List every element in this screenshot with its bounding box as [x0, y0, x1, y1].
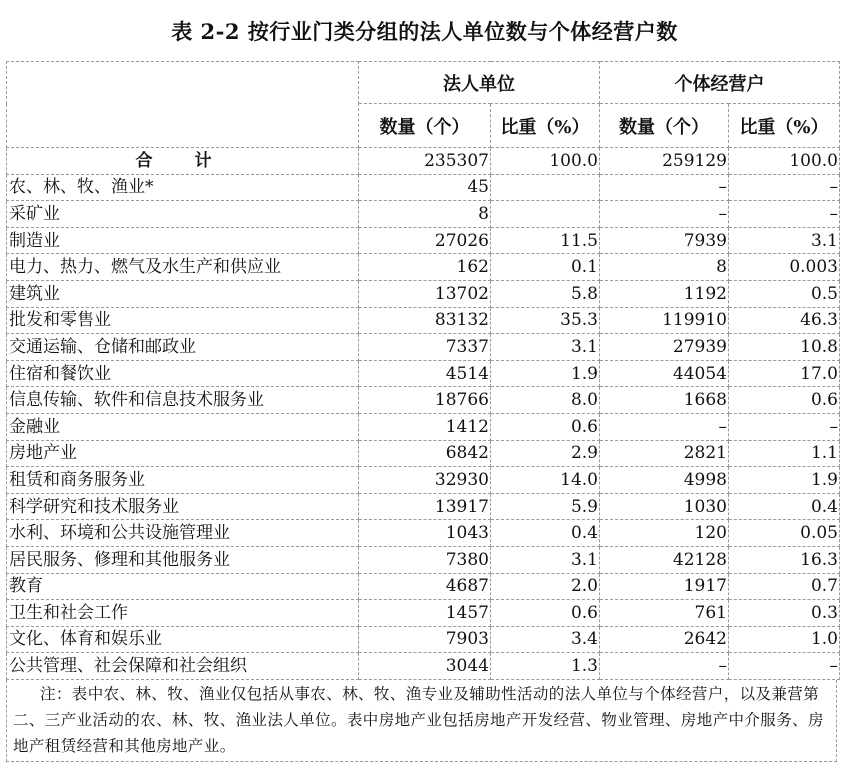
individual-count-cell: 2821 — [600, 440, 729, 467]
legal-count-cell: 83132 — [359, 307, 491, 334]
table-row — [7, 573, 840, 600]
individual-ratio-cell: 0.05 — [729, 520, 840, 547]
individual-count-cell: 2642 — [600, 626, 729, 653]
total-row — [7, 148, 840, 175]
individual-ratio-cell: 0.6 — [729, 387, 840, 414]
header-individual-households: 个体经营户 — [600, 62, 840, 104]
table-title: 表 2-2 按行业门类分组的法人单位数与个体经营户数 — [171, 19, 678, 44]
table-row — [7, 201, 840, 228]
header-row-groups — [7, 62, 840, 104]
legal-count-cell: 162 — [359, 254, 491, 281]
legal-count-cell: 7903 — [359, 626, 491, 653]
legal-ratio-cell: 0.6 — [491, 600, 600, 627]
industry-name-cell: 建筑业 — [7, 280, 359, 307]
individual-ratio-cell: 46.3 — [729, 307, 840, 334]
industry-name-cell: 交通运输、仓储和邮政业 — [7, 334, 359, 361]
individual-ratio-cell: 1.1 — [729, 440, 840, 467]
individual-ratio-cell: – — [729, 413, 840, 440]
industry-name-cell: 教育 — [7, 573, 359, 600]
legal-ratio-cell: 3.1 — [491, 334, 600, 361]
legal-ratio-cell: 35.3 — [491, 307, 600, 334]
individual-ratio-cell: 1.9 — [729, 467, 840, 494]
legal-ratio-cell: 1.9 — [491, 360, 600, 387]
individual-count-cell: 761 — [600, 600, 729, 627]
individual-count-cell: 259129 — [600, 148, 729, 175]
header-individual-count: 数量（个） — [600, 104, 729, 148]
individual-ratio-cell: 0.4 — [729, 493, 840, 520]
legal-ratio-cell: 0.1 — [491, 254, 600, 281]
industry-name-cell: 批发和零售业 — [7, 307, 359, 334]
table-row — [7, 227, 840, 254]
legal-count-cell: 7337 — [359, 334, 491, 361]
industry-name-cell: 科学研究和技术服务业 — [7, 493, 359, 520]
legal-ratio-cell: 100.0 — [491, 148, 600, 175]
table-footnote: 注：表中农、林、牧、渔业仅包括从事农、林、牧、渔专业及辅助性活动的法人单位与个体经营户，以及兼营第二、三产业活动的农、林、牧、渔业法人单位。表中房地产业包括房地产开发经营、物业管理、房地产中介服务、房地产租赁经营和其他房地产业。 — [6, 680, 837, 762]
industry-name-cell: 农、林、牧、渔业* — [7, 174, 359, 201]
header-legal-ratio: 比重（%） — [491, 104, 600, 148]
legal-count-cell: 3044 — [359, 653, 491, 680]
legal-count-cell: 6842 — [359, 440, 491, 467]
table-row — [7, 360, 840, 387]
header-legal-count: 数量（个） — [359, 104, 491, 148]
individual-ratio-cell: 1.0 — [729, 626, 840, 653]
legal-count-cell: 45 — [359, 174, 491, 201]
individual-count-cell: 1668 — [600, 387, 729, 414]
industry-name-cell: 房地产业 — [7, 440, 359, 467]
table-row — [7, 334, 840, 361]
statistics-table — [6, 61, 840, 680]
legal-ratio-cell — [491, 174, 600, 201]
legal-ratio-cell: 8.0 — [491, 387, 600, 414]
individual-count-cell: 8 — [600, 254, 729, 281]
table-row — [7, 626, 840, 653]
table-row — [7, 174, 840, 201]
individual-count-cell: 27939 — [600, 334, 729, 361]
individual-ratio-cell: 0.5 — [729, 280, 840, 307]
legal-ratio-cell: 2.9 — [491, 440, 600, 467]
individual-ratio-cell: 17.0 — [729, 360, 840, 387]
individual-ratio-cell: 0.7 — [729, 573, 840, 600]
table-row — [7, 387, 840, 414]
individual-ratio-cell: 10.8 — [729, 334, 840, 361]
legal-count-cell: 1457 — [359, 600, 491, 627]
industry-name-cell: 水利、环境和公共设施管理业 — [7, 520, 359, 547]
individual-count-cell: 120 — [600, 520, 729, 547]
legal-count-cell: 235307 — [359, 148, 491, 175]
industry-name-cell: 租赁和商务服务业 — [7, 467, 359, 494]
legal-ratio-cell — [491, 201, 600, 228]
individual-count-cell: 44054 — [600, 360, 729, 387]
legal-count-cell: 8 — [359, 201, 491, 228]
individual-ratio-cell: 0.003 — [729, 254, 840, 281]
legal-ratio-cell: 3.1 — [491, 546, 600, 573]
legal-ratio-cell: 11.5 — [491, 227, 600, 254]
header-legal-units: 法人单位 — [359, 62, 600, 104]
legal-count-cell: 32930 — [359, 467, 491, 494]
individual-count-cell: 1917 — [600, 573, 729, 600]
individual-count-cell: 7939 — [600, 227, 729, 254]
individual-ratio-cell: 100.0 — [729, 148, 840, 175]
industry-name-cell: 合 计 — [7, 148, 359, 175]
table-row — [7, 413, 840, 440]
individual-ratio-cell: 0.3 — [729, 600, 840, 627]
legal-count-cell: 1043 — [359, 520, 491, 547]
table-row — [7, 280, 840, 307]
individual-count-cell: 1192 — [600, 280, 729, 307]
table-row — [7, 653, 840, 680]
table-row — [7, 546, 840, 573]
industry-name-cell: 卫生和社会工作 — [7, 600, 359, 627]
table-row — [7, 493, 840, 520]
individual-ratio-cell: 16.3 — [729, 546, 840, 573]
legal-ratio-cell: 1.3 — [491, 653, 600, 680]
industry-name-cell: 文化、体育和娱乐业 — [7, 626, 359, 653]
industry-name-cell: 金融业 — [7, 413, 359, 440]
legal-count-cell: 4687 — [359, 573, 491, 600]
individual-ratio-cell: – — [729, 174, 840, 201]
individual-count-cell: 1030 — [600, 493, 729, 520]
industry-name-cell: 电力、热力、燃气及水生产和供应业 — [7, 254, 359, 281]
legal-ratio-cell: 0.6 — [491, 413, 600, 440]
legal-ratio-cell: 0.4 — [491, 520, 600, 547]
header-individual-ratio: 比重（%） — [729, 104, 840, 148]
industry-name-cell: 制造业 — [7, 227, 359, 254]
individual-ratio-cell: 3.1 — [729, 227, 840, 254]
header-blank-cell — [7, 62, 359, 148]
table-row — [7, 520, 840, 547]
legal-count-cell: 4514 — [359, 360, 491, 387]
industry-name-cell: 居民服务、修理和其他服务业 — [7, 546, 359, 573]
table-row — [7, 467, 840, 494]
legal-count-cell: 18766 — [359, 387, 491, 414]
table-row — [7, 254, 840, 281]
table-row — [7, 440, 840, 467]
legal-ratio-cell: 5.9 — [491, 493, 600, 520]
legal-count-cell: 27026 — [359, 227, 491, 254]
individual-count-cell: – — [600, 413, 729, 440]
legal-count-cell: 7380 — [359, 546, 491, 573]
table-row — [7, 600, 840, 627]
industry-name-cell: 信息传输、软件和信息技术服务业 — [7, 387, 359, 414]
legal-ratio-cell: 3.4 — [491, 626, 600, 653]
individual-ratio-cell: – — [729, 201, 840, 228]
individual-ratio-cell: – — [729, 653, 840, 680]
legal-count-cell: 1412 — [359, 413, 491, 440]
legal-ratio-cell: 14.0 — [491, 467, 600, 494]
table-row — [7, 307, 840, 334]
legal-count-cell: 13917 — [359, 493, 491, 520]
individual-count-cell: 4998 — [600, 467, 729, 494]
individual-count-cell: – — [600, 174, 729, 201]
individual-count-cell: 42128 — [600, 546, 729, 573]
industry-name-cell: 公共管理、社会保障和社会组织 — [7, 653, 359, 680]
individual-count-cell: – — [600, 201, 729, 228]
legal-ratio-cell: 2.0 — [491, 573, 600, 600]
legal-ratio-cell: 5.8 — [491, 280, 600, 307]
individual-count-cell: – — [600, 653, 729, 680]
individual-count-cell: 119910 — [600, 307, 729, 334]
industry-name-cell: 住宿和餐饮业 — [7, 360, 359, 387]
industry-name-cell: 采矿业 — [7, 201, 359, 228]
legal-count-cell: 13702 — [359, 280, 491, 307]
